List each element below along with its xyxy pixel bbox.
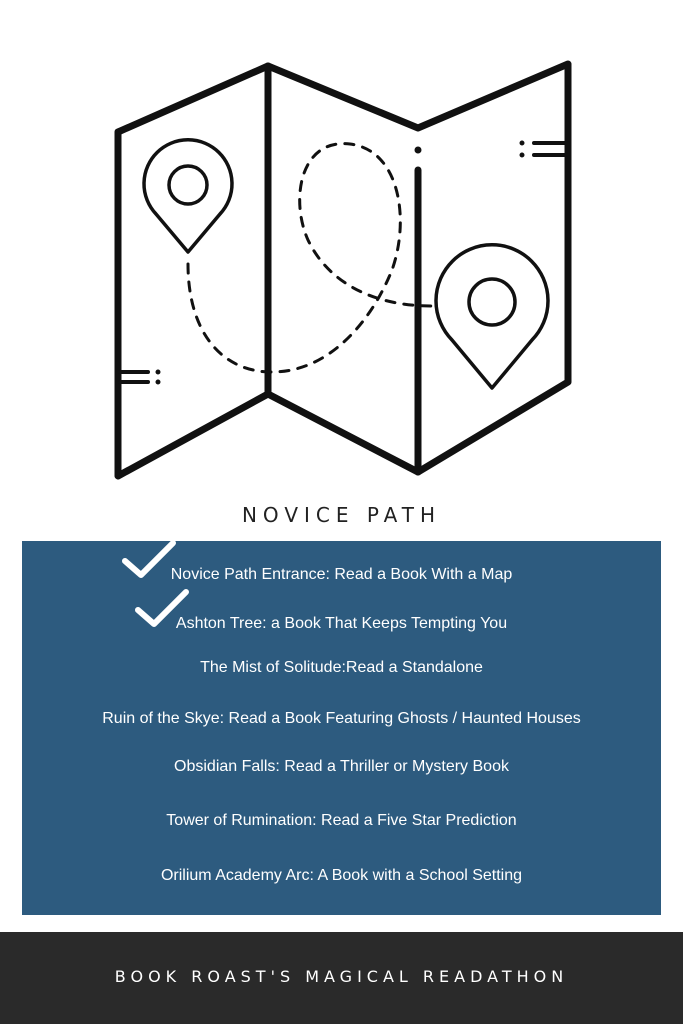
dashed-route — [188, 144, 432, 372]
list-item-label: Orilium Academy Arc: A Book with a School Setting — [160, 867, 523, 884]
location-pin-icon — [144, 140, 232, 252]
list-item — [22, 614, 661, 634]
location-pin-icon — [436, 245, 548, 388]
checkmark-icon — [134, 588, 190, 628]
pin-hole — [169, 166, 207, 204]
list-item-label: Ashton Tree: a Book That Keeps Tempting You — [175, 615, 508, 632]
dash-dot — [157, 381, 160, 384]
list-item-label: Obsidian Falls: Read a Thriller or Mystery Book — [174, 758, 509, 775]
list-item-label: Ruin of the Skye: Read a Book Featuring Ghosts / Haunted Houses — [102, 710, 581, 727]
list-item-label: Novice Path Entrance: Read a Book With a Map — [170, 566, 513, 583]
folded-map-icon — [0, 0, 683, 500]
map-outline — [118, 64, 568, 476]
list-item — [22, 658, 661, 678]
list-item-label: Tower of Rumination: Read a Five Star Prediction — [166, 812, 517, 829]
list-item — [22, 757, 661, 777]
list-item-label: The Mist of Solitude:Read a Standalone — [200, 659, 483, 676]
fold-dot — [416, 148, 420, 152]
checkmark-icon — [121, 539, 177, 579]
list-item — [22, 811, 661, 831]
list-item — [22, 709, 661, 729]
dash-dot — [521, 142, 524, 145]
dash-dot — [521, 154, 524, 157]
list-item — [22, 866, 661, 886]
footer-bar — [0, 932, 683, 1024]
footer-title: BOOK ROAST'S MAGICAL READATHON — [114, 967, 569, 986]
page-title: NOVICE PATH — [241, 503, 442, 527]
challenge-list-panel — [22, 541, 661, 915]
list-item — [22, 565, 661, 585]
pin-hole — [469, 279, 515, 325]
dash-dot — [157, 371, 160, 374]
